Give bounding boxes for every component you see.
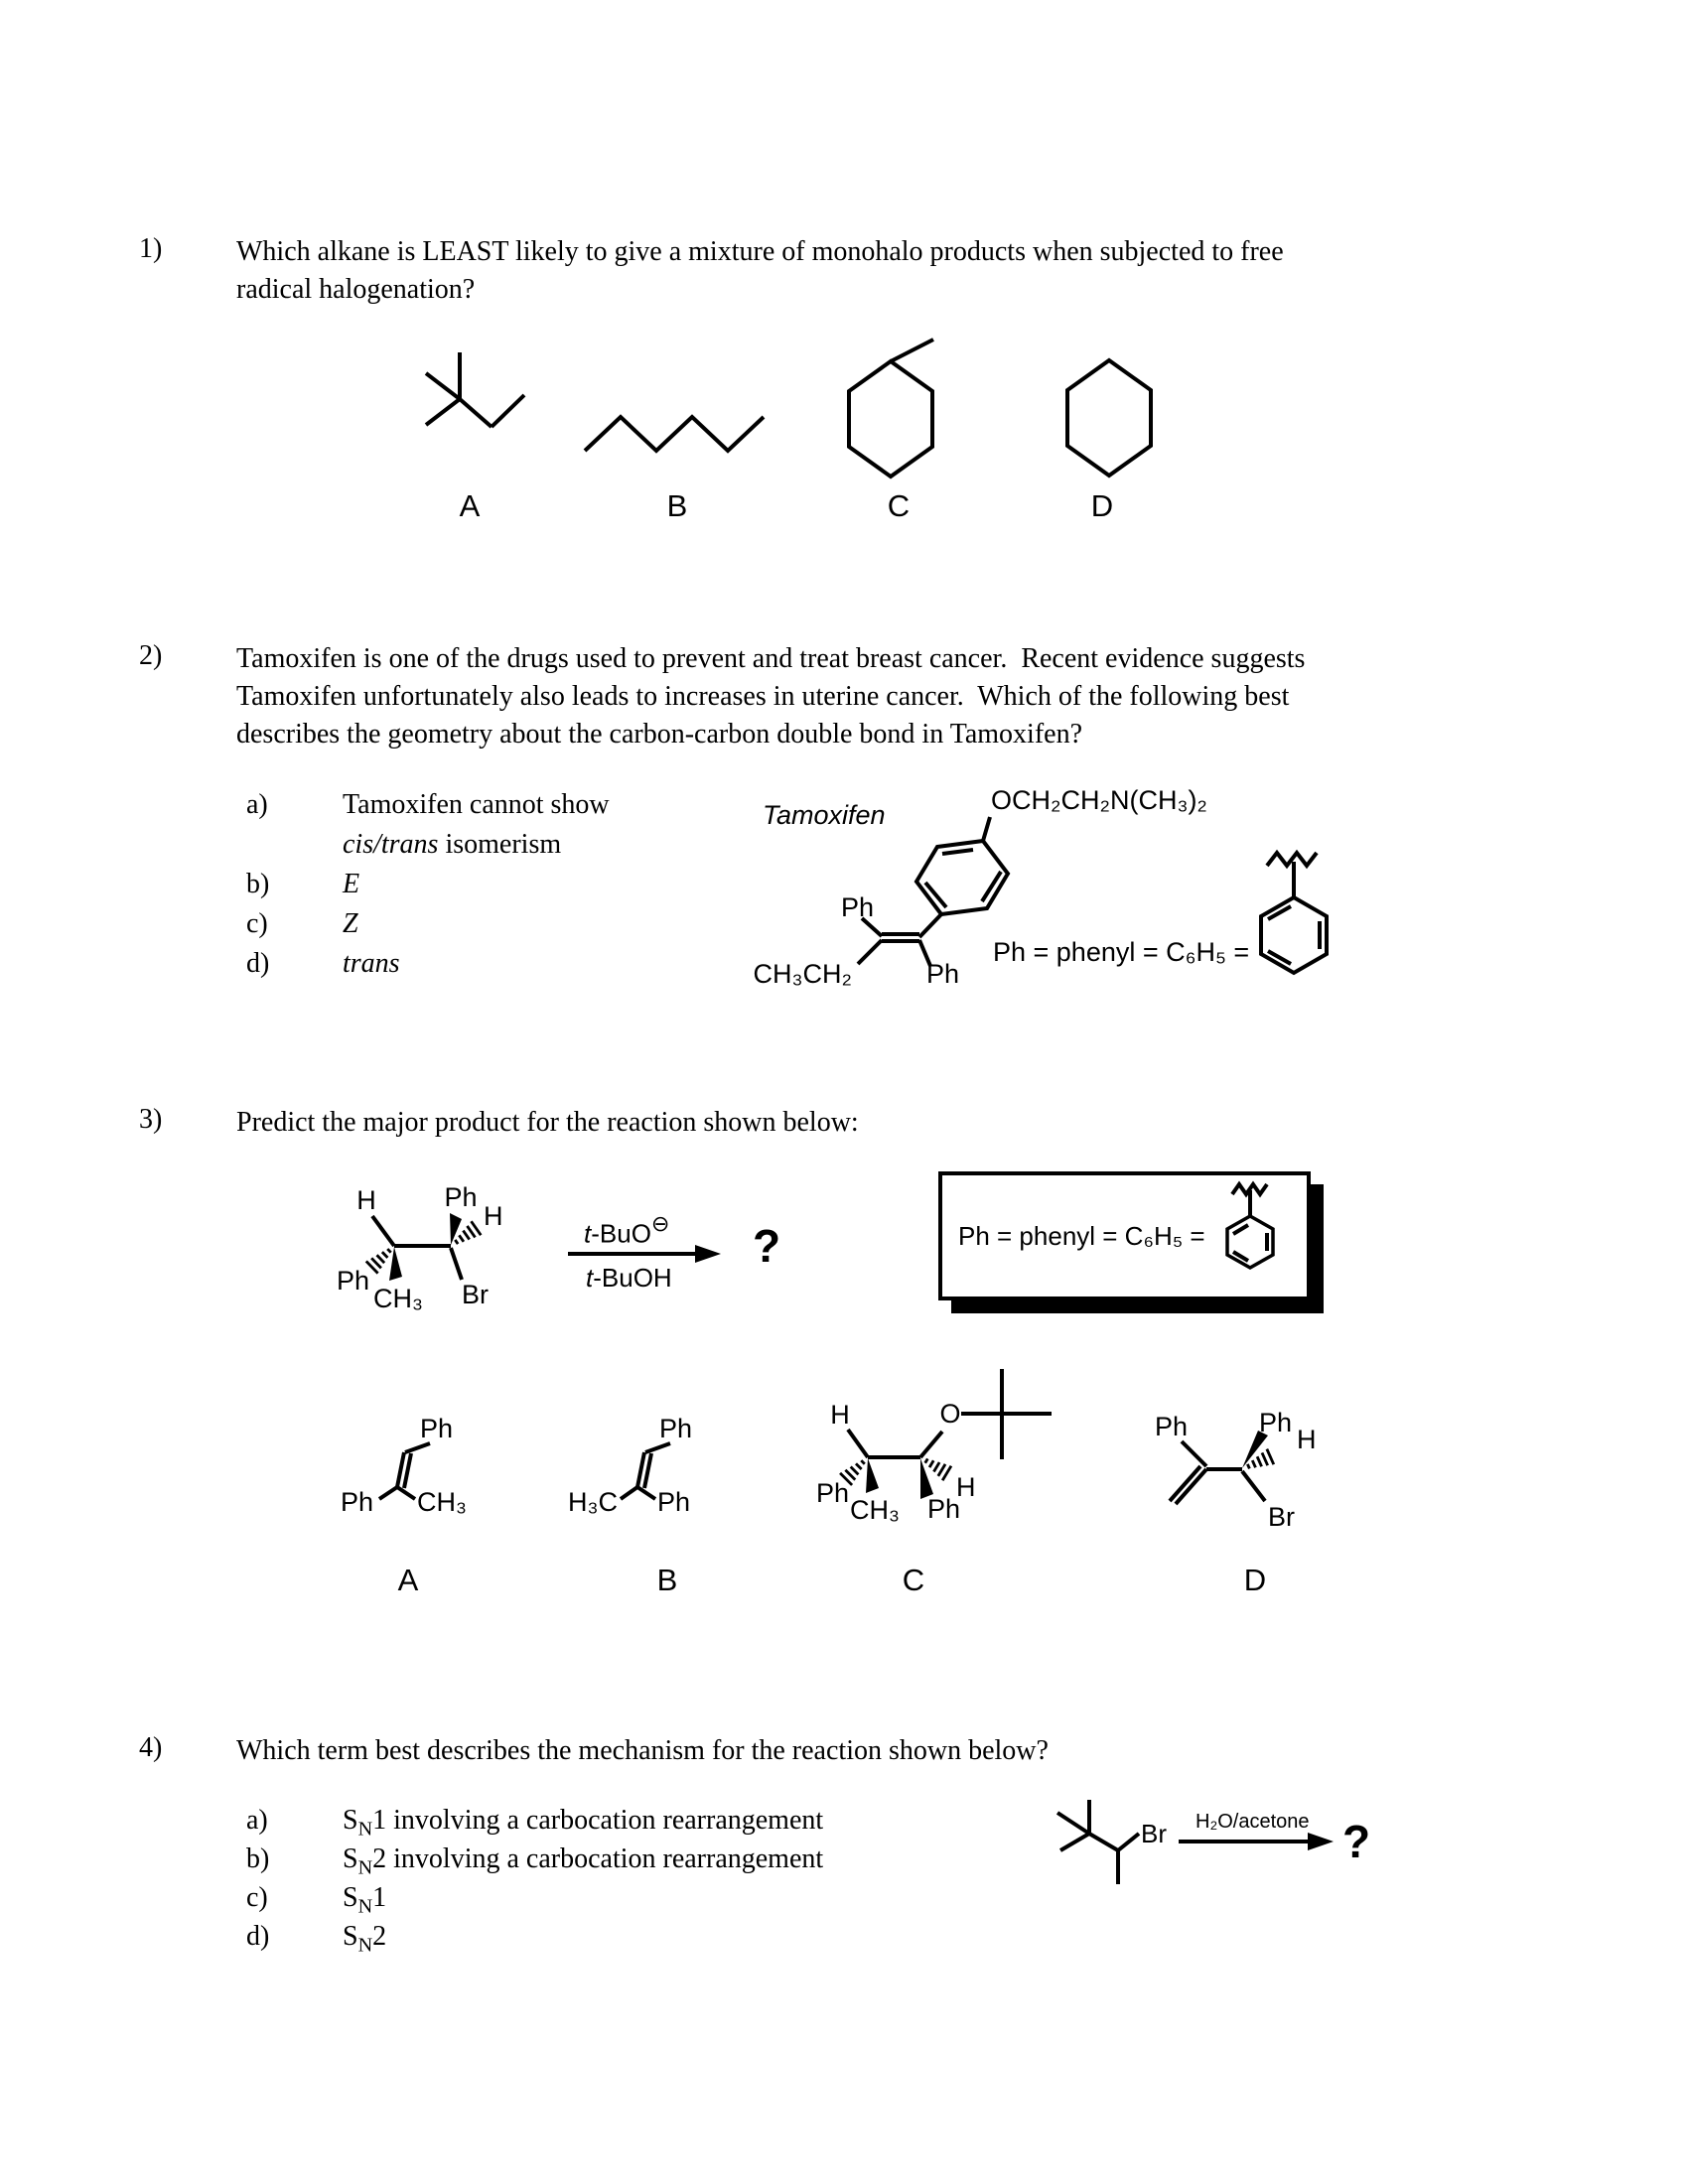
q2-option-d-letter: d): [246, 948, 270, 979]
q2-option-b-text: E: [343, 869, 360, 899]
q1-structure-c-methylcyclohexane: [839, 338, 998, 486]
q3-substrate-structure: [313, 1176, 526, 1325]
atom-label-ch3: CH₃: [417, 1487, 467, 1517]
q2-option-a-italic: cis/trans: [343, 829, 439, 860]
bond-to-br: [451, 1248, 462, 1280]
tamoxifen-title: Tamoxifen: [763, 800, 886, 830]
atom-label-br: Br: [1141, 1819, 1167, 1848]
bond-ring-to-alkene: [919, 914, 941, 937]
q3-choice-label-a: A: [397, 1563, 419, 1597]
reagent-rest: -BuO: [591, 1218, 651, 1249]
q1-structure-a-dimethylbutane: [412, 338, 536, 462]
atom-label-ph: Ph: [1155, 1412, 1189, 1441]
q4-product-question-mark: ?: [1342, 1816, 1371, 1867]
atom-label-ph: Ph: [1259, 1408, 1293, 1437]
bond-to-o: [920, 1432, 942, 1457]
atom-label-h: H: [1297, 1425, 1317, 1454]
atom-label-ph: Ph: [336, 1266, 369, 1296]
q3-number: 3): [139, 1104, 163, 1135]
q3-phenyl-legend-box: [938, 1171, 1311, 1300]
q3-reagent-below: [586, 1263, 672, 1294]
bond-to-ph: [637, 1487, 655, 1499]
q4-option-a-text: [343, 1805, 823, 1842]
arrowhead: [1308, 1833, 1334, 1850]
q2-option-d-text: trans: [343, 948, 400, 979]
atom-label-h: H: [484, 1201, 503, 1231]
q4-option-c-letter: c): [246, 1882, 268, 1913]
alkene-double-bond: [882, 934, 919, 941]
q3-option-d-structure: [1122, 1392, 1321, 1536]
q1-choice-label-b: B: [666, 488, 688, 523]
sn-subscript: N: [357, 1856, 373, 1879]
sn-s: S: [343, 1805, 358, 1836]
cyclohexane-ring: [849, 361, 932, 477]
reagent-rest: -BuOH: [593, 1263, 672, 1293]
skeleton: [1057, 1800, 1139, 1884]
q1-number: 1): [139, 233, 163, 264]
q2-option-b-letter: b): [246, 869, 270, 899]
atom-label-ch3: CH₃: [850, 1495, 900, 1525]
q1-text-line2: radical halogenation?: [236, 274, 476, 305]
bond-to-ch3: [397, 1487, 415, 1499]
q4-option-b-letter: b): [246, 1843, 270, 1874]
sn-subscript: N: [357, 1934, 373, 1957]
q3-choice-label-d: D: [1243, 1563, 1267, 1597]
atom-label-ph: Ph: [444, 1182, 478, 1212]
bond-to-br: [1242, 1471, 1265, 1501]
atom-label-ch3: CH₃: [373, 1284, 423, 1313]
q4-option-c-text: [343, 1882, 386, 1919]
atom-label-ethyl: CH₃CH₂: [753, 959, 852, 989]
q3-text: Predict the major product for the reaction shown below:: [236, 1107, 859, 1138]
skeleton: [426, 352, 524, 427]
q2-phenyl-legend-text: Ph = phenyl = C₆H₅ =: [993, 937, 1250, 967]
q2-text-line2: Tamoxifen unfortunately also leads to increases in uterine cancer. Which of the following best: [236, 681, 1290, 712]
bond-ph-to-vinyl: [645, 1443, 670, 1452]
q2-text-line1: Tamoxifen is one of the drugs used to prevent and treat breast cancer. Recent evidence suggests: [236, 643, 1306, 674]
atom-label-br: Br: [462, 1280, 489, 1309]
hash-wedge-to-ph: [366, 1245, 395, 1274]
atom-label-ph: Ph: [340, 1487, 373, 1517]
bond-ph-to-vinyl: [1182, 1441, 1206, 1466]
q3-choice-label-b: B: [656, 1563, 678, 1597]
bond-to-h: [848, 1430, 868, 1457]
tamoxifen-structure: [735, 769, 1271, 1008]
atom-label-ph: Ph: [927, 1494, 961, 1524]
phenyl-legend-ring: [1219, 1178, 1283, 1286]
bond-to-h3c: [621, 1487, 637, 1499]
q1-text: [236, 233, 1284, 309]
q2-option-c-letter: c): [246, 908, 268, 939]
bold-wedge-to-ch3: [866, 1458, 879, 1493]
tbutyl-group: [961, 1369, 1052, 1459]
bond-ring-to-oxygen: [983, 817, 990, 841]
option-rest: 1 involving a carbocation rearrangement: [372, 1805, 824, 1836]
q4-substrate-structure: [1043, 1785, 1167, 1894]
phenyl-legend-ring: [1249, 846, 1340, 997]
atom-label-h: H: [830, 1400, 850, 1430]
minus-charge-symbol: ⊖: [650, 1211, 670, 1236]
q2-text-line3: describes the geometry about the carbon-carbon double bond in Tamoxifen?: [236, 719, 1083, 750]
bond-to-h: [372, 1216, 394, 1246]
q3-option-c-structure: [794, 1362, 1062, 1526]
q1-structure-b-hexane: [581, 407, 774, 457]
arrowhead: [695, 1245, 721, 1263]
q3-product-question-mark: ?: [753, 1220, 781, 1272]
q4-reagent: H₂O/acetone: [1196, 1811, 1310, 1833]
sn-s: S: [343, 1921, 358, 1952]
sn-s: S: [343, 1843, 358, 1874]
q4-number: 4): [139, 1732, 163, 1763]
q1-choice-label-d: D: [1090, 488, 1114, 523]
q2-option-a-letter: a): [246, 789, 268, 820]
atom-label-h: H: [356, 1185, 376, 1215]
cyclohexane-ring: [1067, 360, 1151, 476]
q4-option-d-text: [343, 1921, 386, 1958]
bond-to-ph: [379, 1487, 397, 1499]
q2-option-a-line2: [343, 829, 561, 861]
q4-option-b-text: [343, 1843, 823, 1880]
atom-label-br: Br: [1268, 1502, 1295, 1532]
q2-option-c-text: Z: [343, 908, 358, 939]
bond-ph-to-vinyl: [405, 1443, 430, 1452]
atom-label-ph: Ph: [420, 1414, 454, 1443]
atom-label-h: H: [956, 1472, 976, 1502]
q1-choice-label-a: A: [459, 488, 481, 523]
q4-reaction-arrow: [1177, 1827, 1336, 1856]
methyl-bond: [891, 340, 933, 361]
atom-label-ph: Ph: [815, 1478, 849, 1508]
atom-label-ph: Ph: [659, 1414, 693, 1443]
option-rest: 2 involving a carbocation rearrangement: [372, 1843, 824, 1874]
q3-option-b-structure: [561, 1398, 710, 1527]
sn-s: S: [343, 1882, 358, 1913]
option-rest: 2: [372, 1921, 387, 1952]
q4-option-a-letter: a): [246, 1805, 268, 1836]
aromatic-inner-bonds: [1268, 906, 1320, 964]
q3-phenyl-legend-text: Ph = phenyl = C₆H₅ =: [958, 1220, 1205, 1251]
alkene-double-bond: [397, 1452, 411, 1488]
reagent-italic-t: t: [586, 1263, 594, 1293]
aromatic-inner-bonds: [925, 850, 1001, 907]
q1-text-line1: Which alkane is LEAST likely to give a mixture of monohalo products when subjected to free: [236, 236, 1284, 267]
sn-subscript: N: [357, 1895, 373, 1918]
atom-label-ph: Ph: [840, 892, 874, 922]
atom-label-ph: Ph: [657, 1487, 691, 1517]
q4-text: Which term best describes the mechanism for the reaction shown below?: [236, 1735, 1049, 1766]
q3-choice-label-c: C: [902, 1563, 925, 1597]
q3-option-a-structure: [328, 1398, 477, 1527]
reagent-italic-t: t: [584, 1218, 592, 1249]
atom-label-ph: Ph: [926, 959, 960, 989]
q1-choice-label-c: C: [887, 488, 911, 523]
skeleton: [585, 417, 764, 451]
atom-label-h3c: H₃C: [568, 1487, 618, 1517]
alkene-double-bond: [637, 1452, 651, 1488]
atom-label-o: O: [939, 1399, 961, 1429]
q4-option-d-letter: d): [246, 1921, 270, 1952]
aromatic-inner-bonds: [1233, 1225, 1267, 1261]
sn-subscript: N: [357, 1818, 373, 1841]
q2-option-a-line1: Tamoxifen cannot show: [343, 789, 610, 820]
option-rest: 1: [372, 1882, 387, 1913]
benzene-ring: [1261, 897, 1327, 973]
q2-text: [236, 640, 1305, 753]
q2-option-a-rest: isomerism: [438, 829, 562, 860]
bond-to-ethyl: [858, 940, 882, 964]
alkene-double-bond: [1170, 1466, 1206, 1504]
atom-label-aminoether-chain: OCH₂CH₂N(CH₃)₂: [991, 785, 1207, 815]
q2-number: 2): [139, 640, 163, 671]
q1-structure-d-cyclohexane: [1057, 352, 1162, 477]
